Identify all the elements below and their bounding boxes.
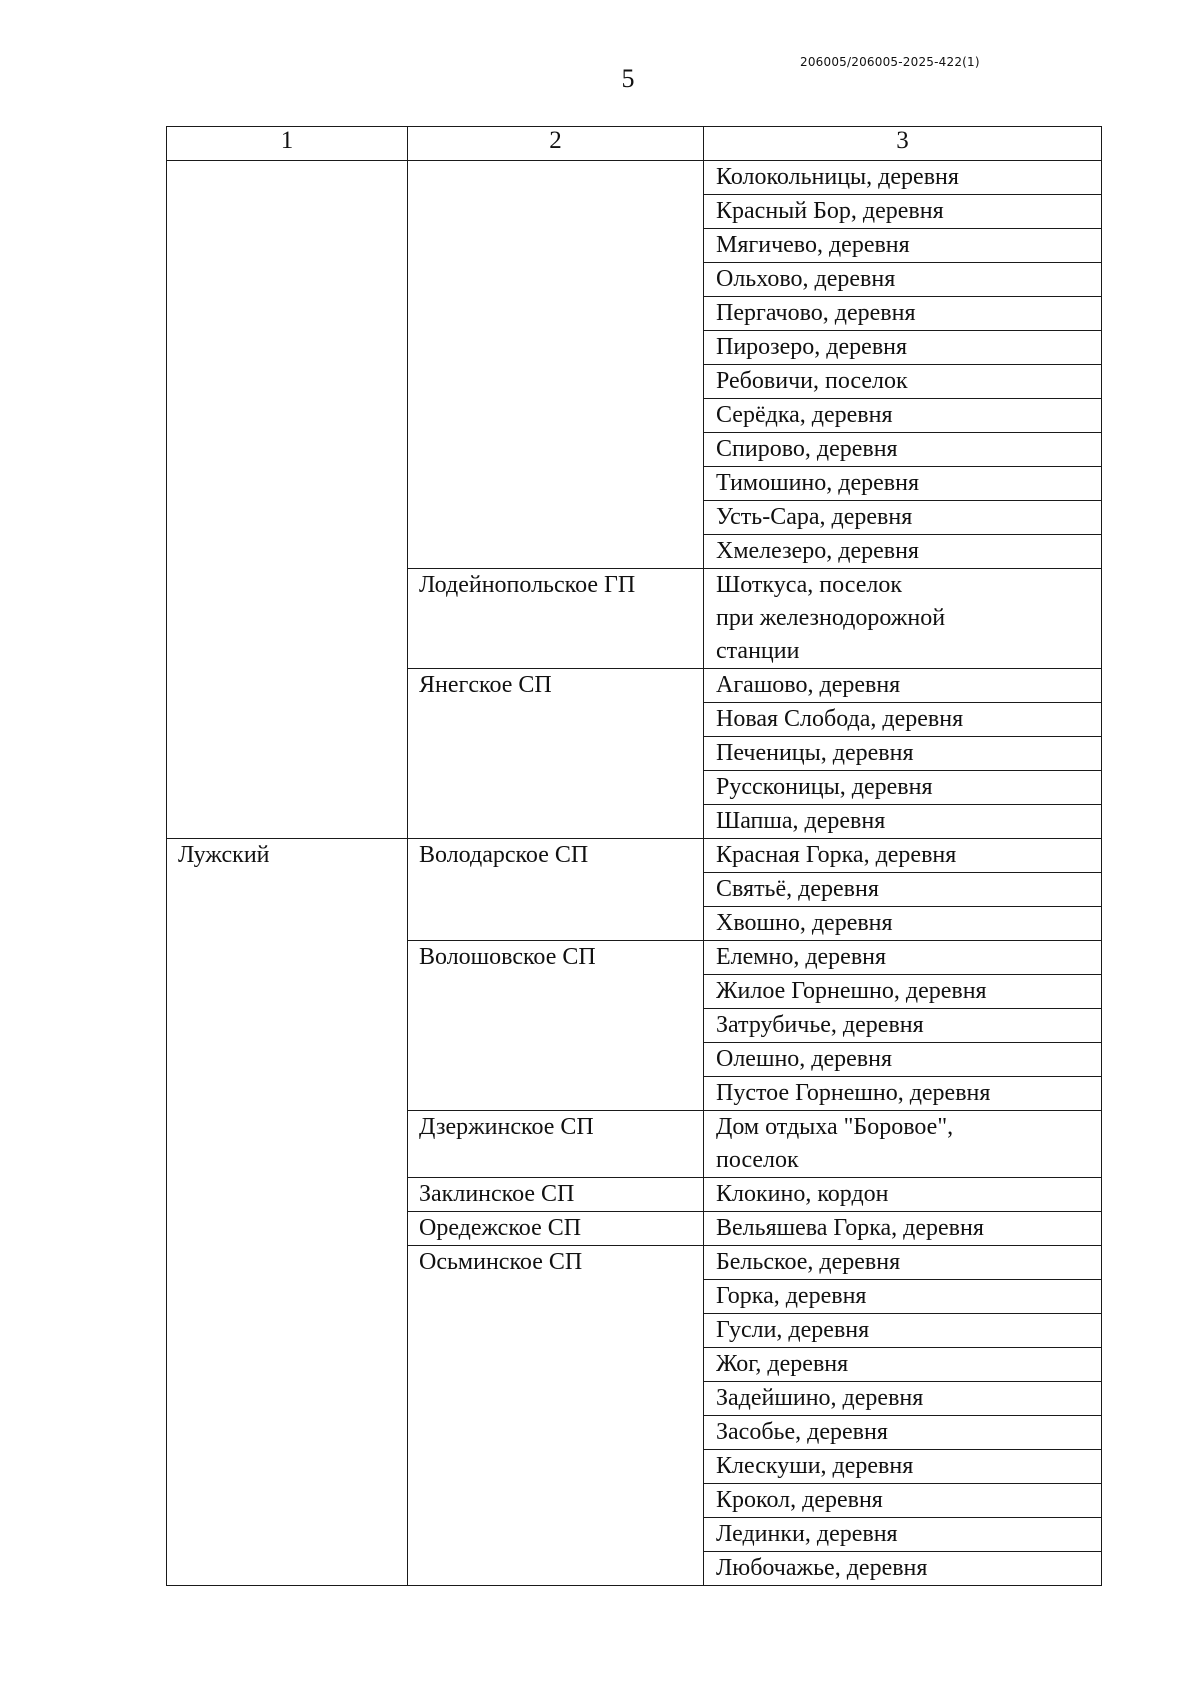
place-name: Вельяшева Горка, деревня (716, 1215, 984, 1241)
place-cell (704, 941, 1102, 975)
place-name: Бельское, деревня (716, 1249, 901, 1275)
place-cell (704, 263, 1102, 297)
place-name: Горка, деревня (716, 1283, 867, 1309)
place-cell (704, 1246, 1102, 1280)
place-name: Засобье, деревня (716, 1419, 888, 1445)
place-cell (704, 1552, 1102, 1586)
settlement-name: Заклинское СП (419, 1181, 575, 1207)
settlements-table (166, 126, 1102, 1586)
place-cell (704, 501, 1102, 535)
place-cell (704, 229, 1102, 263)
place-cell (704, 365, 1102, 399)
place-cell (704, 839, 1102, 873)
place-cell (704, 737, 1102, 771)
place-name: Любочажье, деревня (716, 1555, 928, 1581)
settlement-cell (408, 839, 704, 941)
place-cell (704, 1111, 1102, 1178)
place-name: Печеницы, деревня (716, 740, 914, 766)
district-cell (167, 839, 408, 1586)
place-name: Клескуши, деревня (716, 1453, 914, 1479)
place-cell (704, 569, 1102, 669)
place-name: Хвошно, деревня (716, 910, 893, 936)
place-name: Шапша, деревня (716, 808, 886, 834)
place-name: Жилое Горнешно, деревня (716, 978, 987, 1004)
place-name: Хмелезеро, деревня (716, 538, 919, 564)
place-name: Усть-Сара, деревня (716, 504, 913, 530)
place-cell (704, 703, 1102, 737)
settlement-name: Лодейнопольское ГП (419, 572, 636, 598)
place-name: Тимошино, деревня (716, 470, 919, 496)
place-name: Спирово, деревня (716, 436, 898, 462)
place-name: Мягичево, деревня (716, 232, 910, 258)
place-cell (704, 297, 1102, 331)
place-cell (704, 771, 1102, 805)
settlement-name: Володарское СП (419, 842, 589, 868)
settlement-cell (408, 941, 704, 1111)
place-name: Задейшино, деревня (716, 1385, 924, 1411)
place-name: Ребовичи, поселок (716, 368, 908, 394)
settlement-cell (408, 669, 704, 839)
settlement-name: Дзержинское СП (419, 1114, 594, 1140)
table-header-row (167, 127, 1102, 161)
place-name: Пустое Горнешно, деревня (716, 1080, 991, 1106)
place-name: Елемно, деревня (716, 944, 887, 970)
place-cell (704, 669, 1102, 703)
district-cell (167, 161, 408, 839)
settlement-cell (408, 1111, 704, 1178)
settlement-name: Осьминское СП (419, 1249, 583, 1275)
place-name: Шоткуса, поселок при железнодорожной станции (716, 572, 946, 664)
place-name: Пергачово, деревня (716, 300, 916, 326)
place-name: Олешно, деревня (716, 1046, 893, 1072)
place-name: Агашово, деревня (716, 672, 901, 698)
settlement-cell (408, 569, 704, 669)
place-name: Красная Горка, деревня (716, 842, 957, 868)
place-cell (704, 1178, 1102, 1212)
place-cell (704, 873, 1102, 907)
place-name: Гусли, деревня (716, 1317, 870, 1343)
place-cell (704, 1212, 1102, 1246)
settlement-name: Оредежское СП (419, 1215, 582, 1241)
column-header-3: 3 (704, 127, 1102, 161)
place-cell (704, 1484, 1102, 1518)
place-name: Крокол, деревня (716, 1487, 883, 1513)
place-cell (704, 399, 1102, 433)
district-name: Лужский (178, 842, 270, 868)
place-cell (704, 1043, 1102, 1077)
place-cell (704, 1314, 1102, 1348)
document-id: 206005/206005-2025-422(1) (800, 55, 980, 69)
place-cell (704, 1518, 1102, 1552)
column-header-2: 2 (408, 127, 704, 161)
place-name: Дом отдыха "Боровое", поселок (716, 1114, 954, 1173)
table-row (167, 161, 1102, 195)
place-cell (704, 1280, 1102, 1314)
place-cell (704, 161, 1102, 195)
place-name: Серёдка, деревня (716, 402, 893, 428)
settlement-cell (408, 161, 704, 569)
place-name: Лединки, деревня (716, 1521, 898, 1547)
settlement-name: Волошовское СП (419, 944, 596, 970)
place-cell (704, 907, 1102, 941)
settlement-cell (408, 1246, 704, 1586)
place-cell (704, 1348, 1102, 1382)
place-cell (704, 433, 1102, 467)
place-name: Затрубичье, деревня (716, 1012, 924, 1038)
table-row (167, 839, 1102, 873)
settlement-cell (408, 1212, 704, 1246)
place-cell (704, 1077, 1102, 1111)
place-cell (704, 195, 1102, 229)
place-name: Ольхово, деревня (716, 266, 896, 292)
settlement-cell (408, 1178, 704, 1212)
page-number: 5 (621, 64, 635, 93)
place-cell (704, 535, 1102, 569)
place-cell (704, 1009, 1102, 1043)
place-cell (704, 331, 1102, 365)
place-cell (704, 467, 1102, 501)
place-name: Святьё, деревня (716, 876, 879, 902)
place-name: Пирозеро, деревня (716, 334, 908, 360)
place-name: Колокольницы, деревня (716, 164, 959, 190)
place-cell (704, 1382, 1102, 1416)
place-cell (704, 1416, 1102, 1450)
place-name: Новая Слобода, деревня (716, 706, 964, 732)
place-name: Клокино, кордон (716, 1181, 889, 1207)
place-name: Красный Бор, деревня (716, 198, 944, 224)
place-cell (704, 805, 1102, 839)
place-name: Жог, деревня (716, 1351, 849, 1377)
column-header-1: 1 (167, 127, 408, 161)
settlement-name: Янегское СП (419, 672, 552, 698)
place-cell (704, 1450, 1102, 1484)
place-cell (704, 975, 1102, 1009)
place-name: Руссконицы, деревня (716, 774, 933, 800)
